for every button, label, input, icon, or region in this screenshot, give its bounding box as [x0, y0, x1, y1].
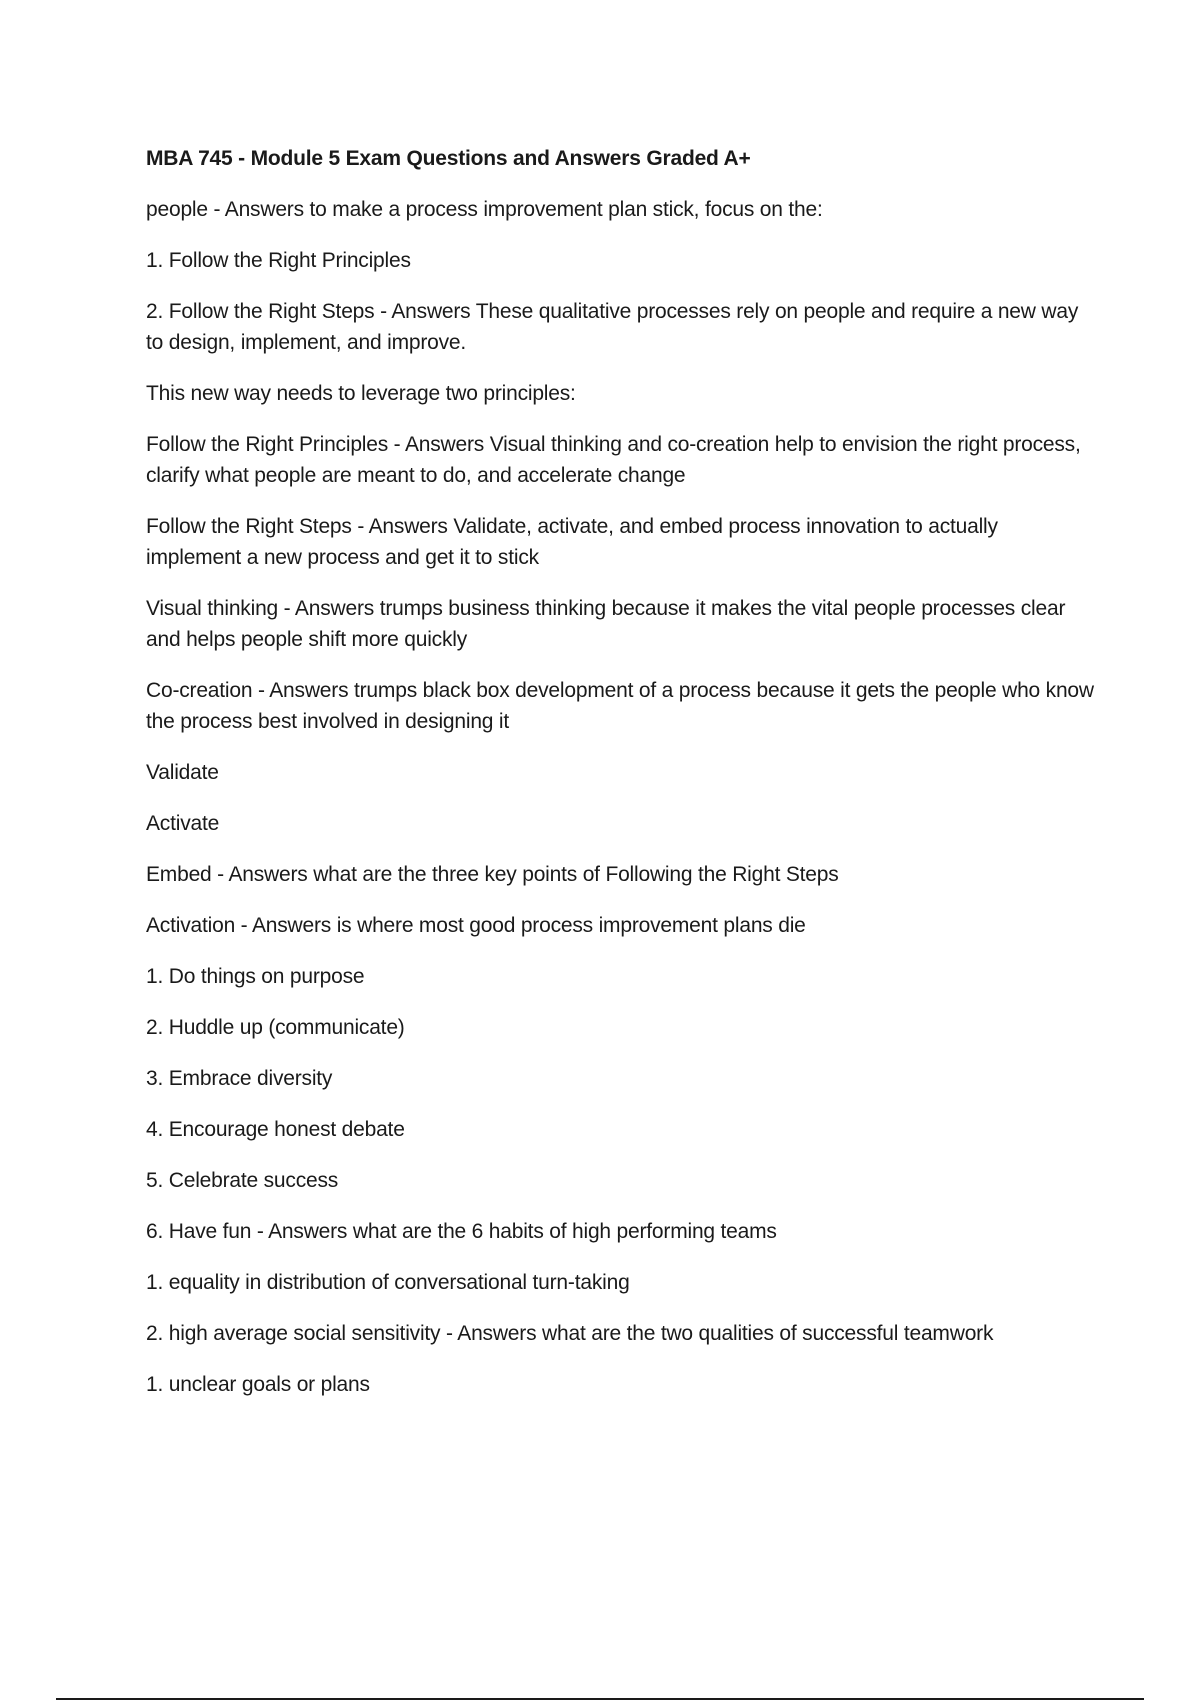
list-item: 2. Huddle up (communicate) [146, 1016, 405, 1039]
paragraph: Follow the Right Principles - Answers Visual thinking and co-creation help to envision the right process, clarify what people are meant to do, and accelerate change [146, 433, 1081, 487]
paragraph: Activate [146, 812, 220, 835]
paragraph: Embed - Answers what are the three key points of Following the Right Steps [146, 863, 839, 886]
list-item: 5. Celebrate success [146, 1169, 339, 1192]
list-item: 6. Have fun - Answers what are the 6 habits of high performing teams [146, 1220, 777, 1243]
document-body [146, 144, 1096, 1420]
list-item: 1. unclear goals or plans [146, 1373, 370, 1396]
paragraph: 1. Follow the Right Principles [146, 249, 411, 272]
paragraph: Activation - Answers is where most good process improvement plans die [146, 914, 806, 937]
paragraph: Follow the Right Steps - Answers Validate, activate, and embed process innovation to actually implement a new process and get it to stick [146, 515, 998, 569]
list-item: 3. Embrace diversity [146, 1067, 333, 1090]
paragraph: Validate [146, 761, 219, 784]
paragraph: 2. Follow the Right Steps - Answers These qualitative processes rely on people and require a new way to design, implement, and improve. [146, 300, 1079, 354]
list-item: 4. Encourage honest debate [146, 1118, 405, 1141]
paragraph: This new way needs to leverage two principles: [146, 382, 576, 405]
paragraph: people - Answers to make a process improvement plan stick, focus on the: [146, 198, 823, 221]
paragraph: Visual thinking - Answers trumps business thinking because it makes the vital people processes clear and helps people shift more quickly [146, 597, 1066, 651]
document-title: MBA 745 - Module 5 Exam Questions and Answers Graded A+ [146, 147, 751, 170]
list-item: 2. high average social sensitivity - Answers what are the two qualities of successful teamwork [146, 1322, 994, 1345]
list-item: 1. Do things on purpose [146, 965, 365, 988]
paragraph: Co-creation - Answers trumps black box development of a process because it gets the people who know the process best involved in designing it [146, 679, 1094, 733]
list-item: 1. equality in distribution of conversational turn-taking [146, 1271, 630, 1294]
